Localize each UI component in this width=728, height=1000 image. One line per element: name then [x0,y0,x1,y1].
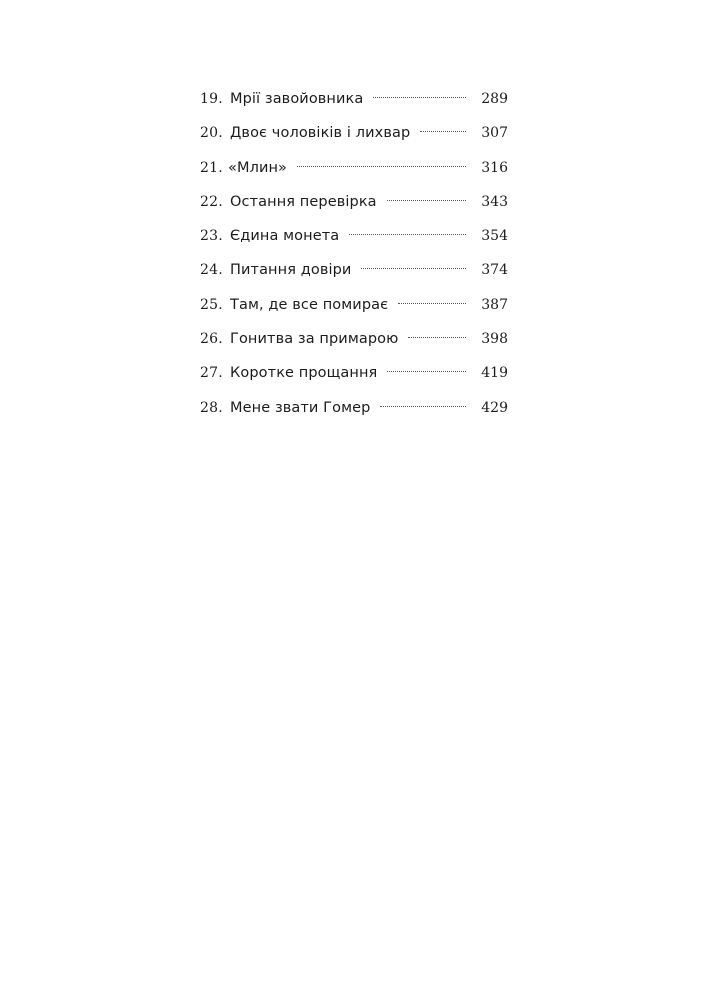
chapter-title: Там, де все помирає [230,296,389,313]
page-number: 343 [481,193,508,210]
toc-entry[interactable] [200,290,508,324]
page-number: 316 [481,159,508,176]
chapter-number: 20. [200,125,223,142]
dot-leader [361,268,466,269]
toc-entry[interactable] [200,153,508,187]
chapter-title: Єдина монета [230,228,340,245]
table-of-contents [200,84,508,427]
chapter-number: 26. [200,331,223,348]
dot-leader [297,166,466,167]
chapter-number: 24. [200,262,223,279]
chapter-number: 19. [200,91,223,107]
toc-entry[interactable] [200,358,508,392]
toc-entry[interactable] [200,393,508,427]
chapter-number: 25. [200,296,223,313]
toc-entry[interactable] [200,187,508,221]
dot-leader [373,97,466,98]
chapter-title: Питання довіри [230,262,352,279]
page-number: 374 [481,262,508,279]
page-number: 307 [481,125,508,142]
dot-leader [420,131,466,132]
toc-entry[interactable] [200,221,508,255]
toc-entry[interactable] [200,324,508,358]
dot-leader [380,406,466,407]
chapter-title: Коротке прощання [230,365,378,382]
dot-leader [387,200,466,201]
chapter-title: Остання перевірка [230,193,377,210]
dot-leader [408,337,466,338]
chapter-title: Гонитва за примарою [230,331,399,348]
dot-leader [398,303,466,304]
toc-entry[interactable] [200,118,508,152]
chapter-number: 21. [200,159,223,176]
chapter-title: Мене звати Гомер [230,399,371,416]
chapter-title: «Млин» [228,159,288,176]
page-number: 429 [481,399,508,416]
page-number: 398 [481,331,508,348]
toc-entry[interactable] [200,84,508,118]
chapter-title: Двоє чоловіків і лихвар [230,125,411,142]
page-number: 354 [481,228,508,245]
dot-leader [349,234,466,235]
dot-leader [387,371,466,372]
chapter-number: 22. [200,193,223,210]
chapter-number: 23. [200,228,223,245]
page-number: 289 [481,91,508,107]
chapter-number: 28. [200,399,223,416]
page-number: 387 [481,296,508,313]
toc-entry[interactable] [200,255,508,289]
page-number: 419 [481,365,508,382]
chapter-title: Мрії завойовника [230,91,364,107]
chapter-number: 27. [200,365,223,382]
